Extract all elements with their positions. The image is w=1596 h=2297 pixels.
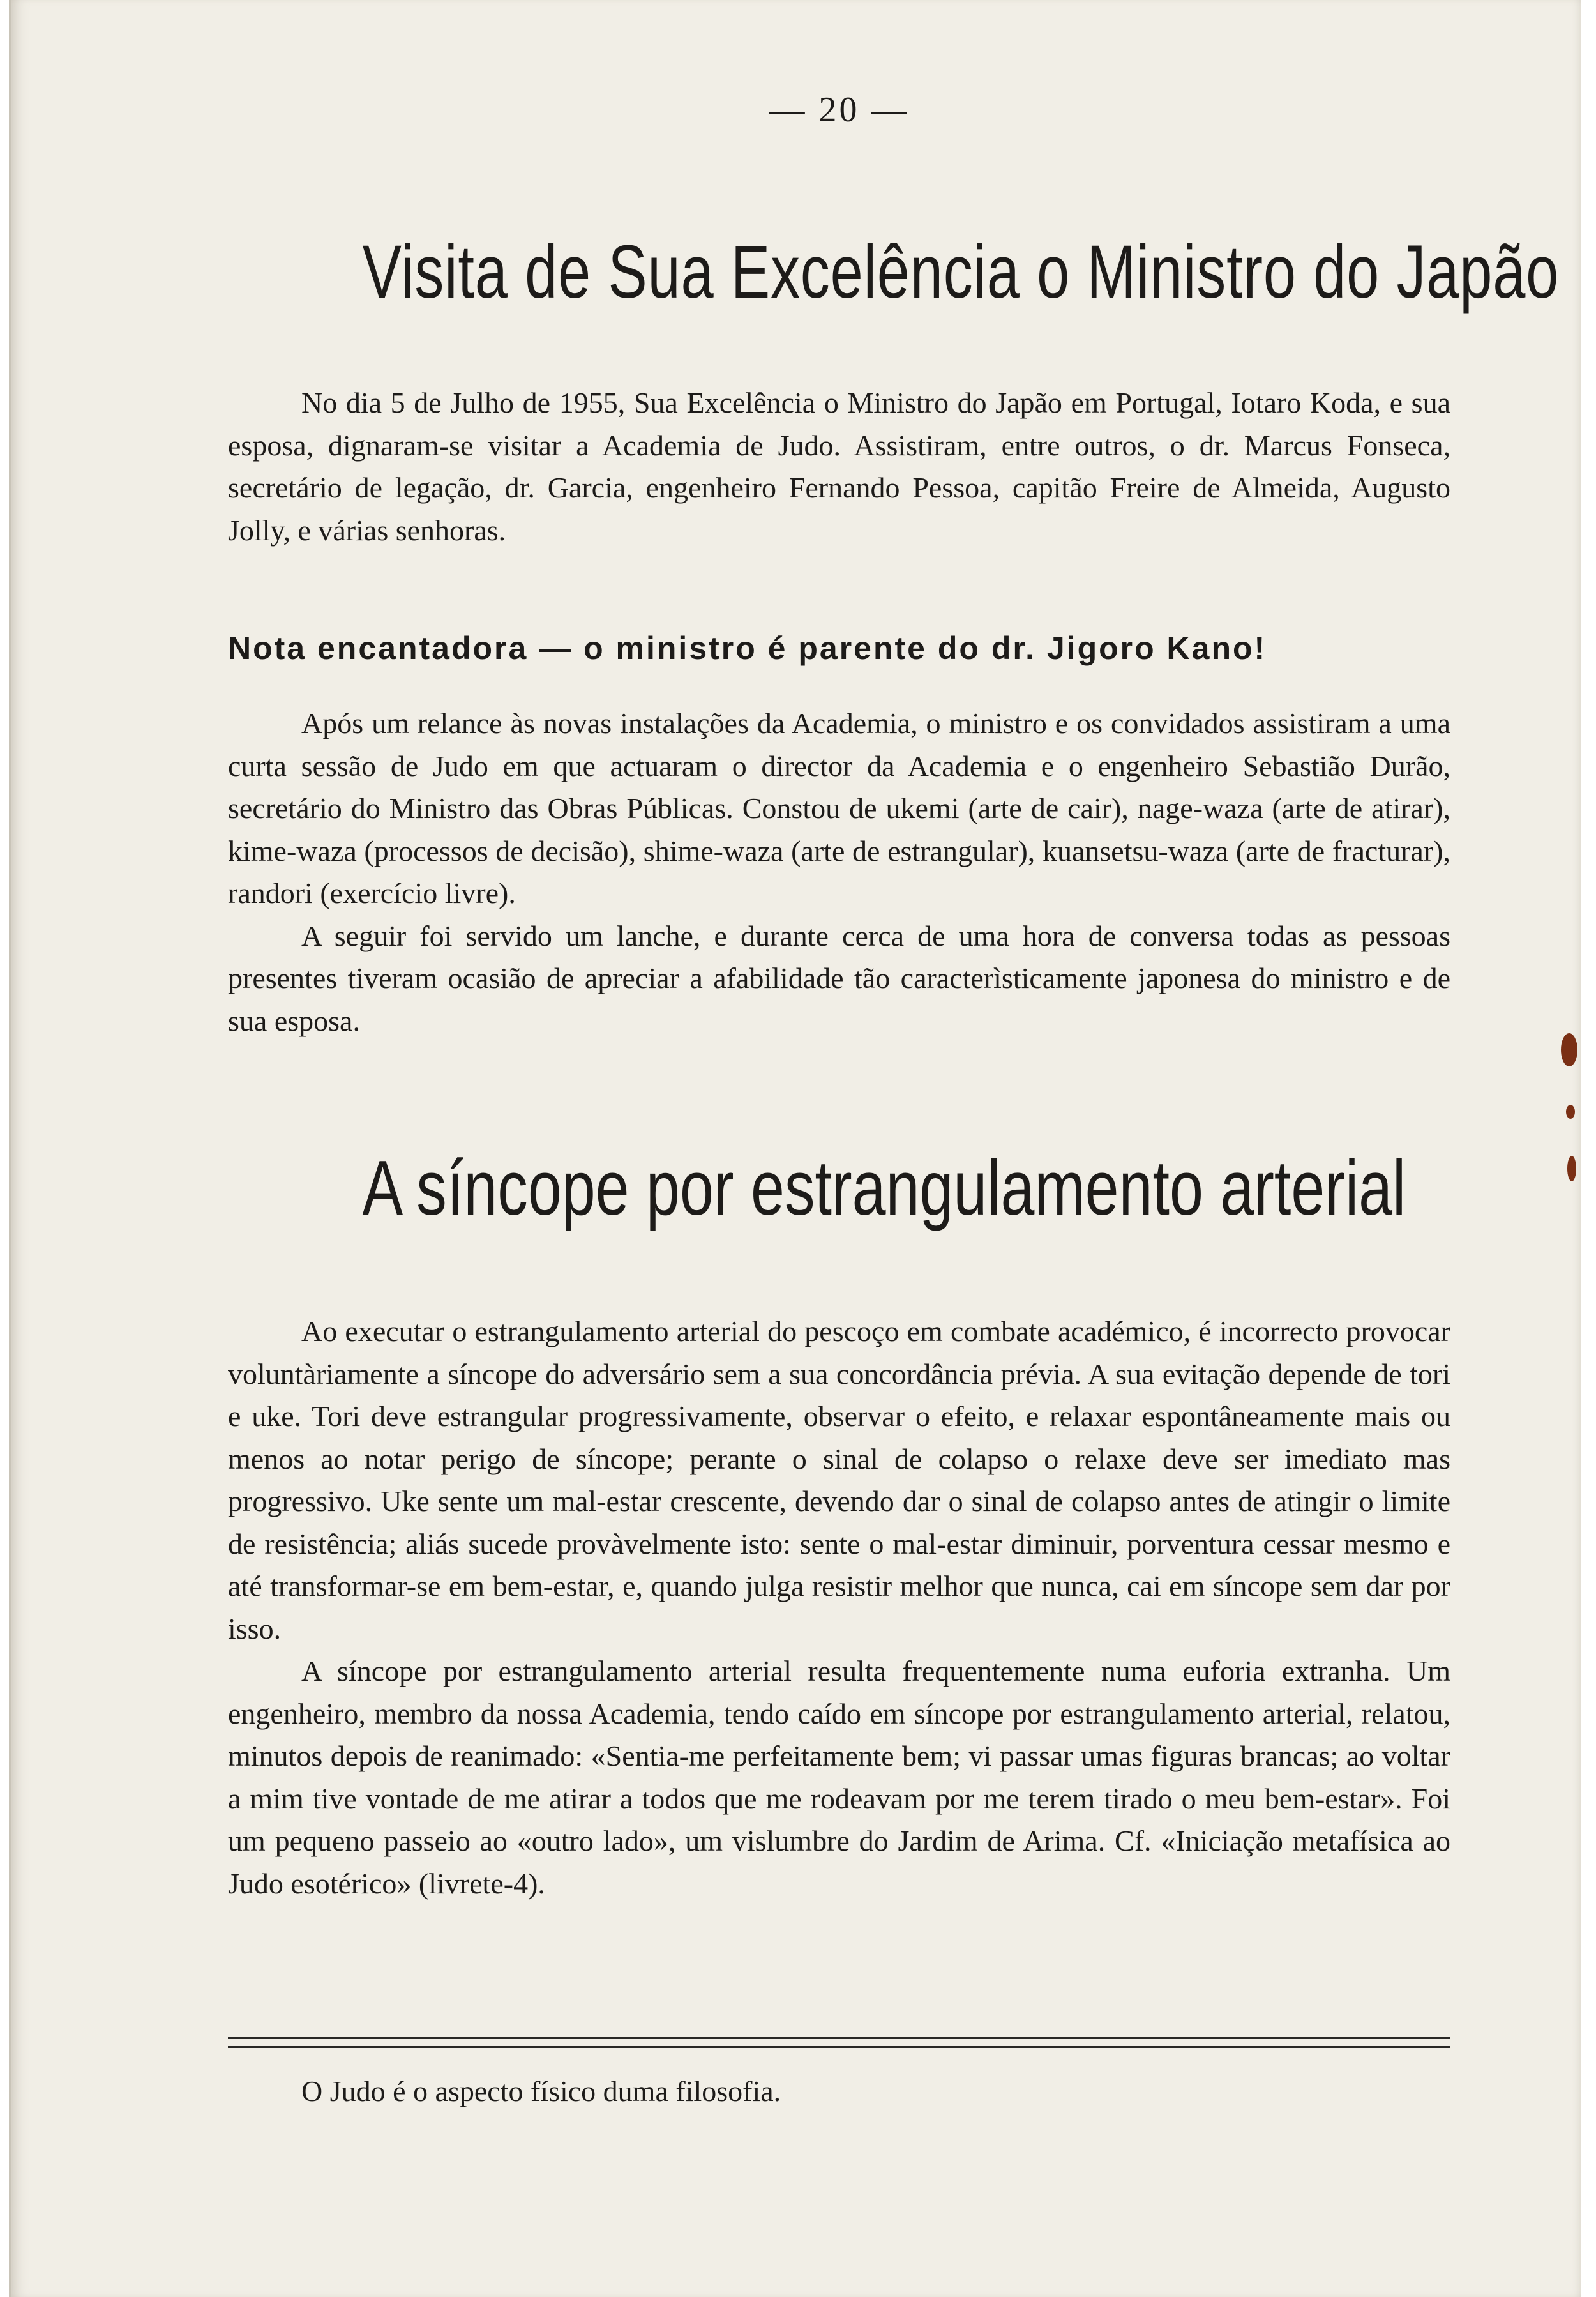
section-2-body xyxy=(228,1310,1450,1905)
footer-motto: O Judo é o aspecto físico duma filosofia. xyxy=(301,2075,781,2107)
paragraph: No dia 5 de Julho de 1955, Sua Excelência o Ministro do Japão em Portugal, Iotaro Koda, e sua esposa, dignaram-se visitar a Academia de Judo. Assistiram, entre outros, o dr. Marcus Fonseca, secretário de legação, dr. Garcia, engenheiro Fernando Pessoa, capitão Freire de Almeida, Augusto Jolly, e várias senhoras. xyxy=(228,386,1450,547)
paragraph: Após um relance às novas instalações da Academia, o ministro e os convidados assistiram a uma curta sessão de Judo em que actuaram o director da Academia e o engenheiro Sebastião Durão, secretário do Ministro das Obras Públicas. Constou de ukemi (arte de cair), nage-waza (arte de atirar), kime-waza (processos de decisão), shime-waza (arte de estrangular), kuansetsu-waza (arte de fracturar), randori (exercício livre). xyxy=(228,707,1450,909)
page-number: — 20 — xyxy=(769,90,910,130)
paragraph: Ao executar o estrangulamento arterial do pescoço em combate académico, é incorrecto provocar voluntàriamente a síncope do adversário sem a sua concordância prévia. A sua evitação depende de tori e uke. Tori deve estrangular progressivamente, observar o efeito, e relaxar espontâneamente mais ou menos ao notar perigo de síncope; perante o sinal de colapso o relaxe deve ser imediato mas progressivo. Uke sente um mal-estar crescente, devendo dar o sinal de colapso antes de atingir o limite de resistência; aliás sucede provàvelmente isto: sente o mal-estar diminuir, porventura cessar mesmo e até transformar-se em bem-estar, e, quando julga resistir melhor que nunca, cai em síncope sem dar por isso. xyxy=(228,1315,1450,1645)
section-1-intro xyxy=(228,382,1450,552)
paragraph: A seguir foi servido um lanche, e durante cerca de uma hora de conversa todas as pessoas presentes tiveram ocasião de apreciar a afabilidade tão caracterìsticamente japonesa do ministro e de sua esposa. xyxy=(228,919,1450,1037)
footer-rule-top xyxy=(228,2037,1450,2039)
section-1-title: Visita de Sua Excelência o Ministro do Japão xyxy=(362,230,1560,314)
section-2-title: A síncope por estrangulamento arterial xyxy=(362,1144,1406,1231)
paper-stain xyxy=(1561,1033,1577,1066)
paragraph: A síncope por estrangulamento arterial resulta frequentemente numa euforia extranha. Um engenheiro, membro da nossa Academia, tendo caído em síncope por estrangulamento arterial, relatou, minutos depois de reanimado: «Sentia-me perfeitamente bem; vi passar umas figuras brancas; ao voltar a mim tive vontade de me atirar a todos que me rodeavam por me terem tirado o meu bem-estar». Foi um pequeno passeio ao «outro lado», um vislumbre do Jardim de Arima. Cf. «Iniciação metafísica ao Judo esotérico» (livrete-4). xyxy=(228,1655,1450,1900)
footer-rule-bottom xyxy=(228,2046,1450,2048)
section-1-highlight: Nota encantadora — o ministro é parente do dr. Jigoro Kano! xyxy=(228,630,1267,666)
book-page xyxy=(9,0,1581,2297)
section-1-body xyxy=(228,702,1450,1042)
paper-stain xyxy=(1567,1156,1576,1181)
paper-stain xyxy=(1566,1105,1575,1119)
